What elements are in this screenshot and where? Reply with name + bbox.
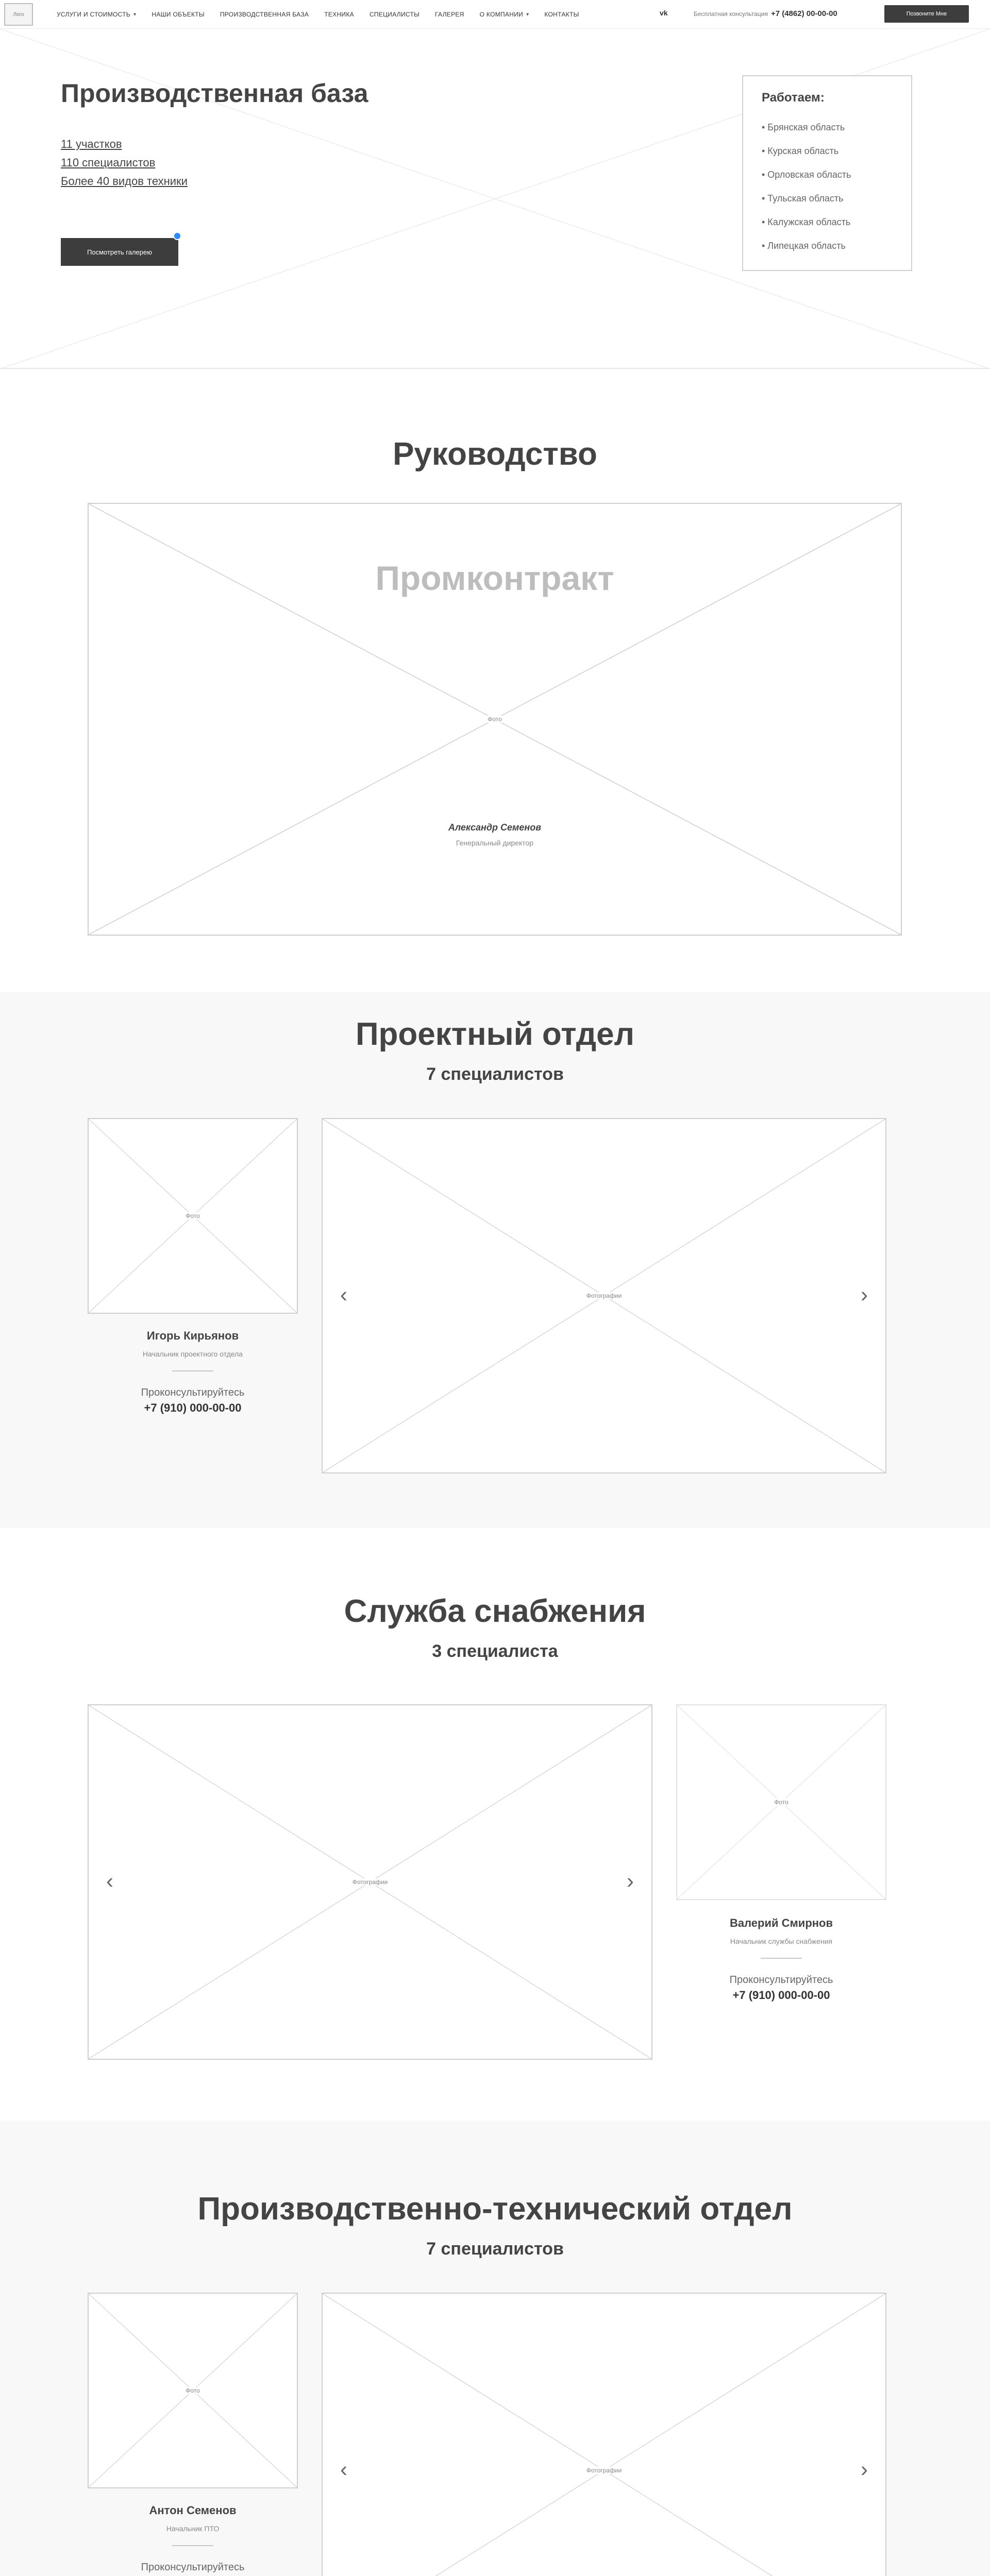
call-me-button[interactable]: Позвоните Мне [884,5,969,23]
chevron-down-icon: ▾ [133,11,137,18]
person-photo: Фото [88,1118,298,1314]
person-name: Александр Семенов [448,822,542,833]
main-nav [57,0,579,29]
view-gallery-button[interactable]: Посмотреть галерею [61,238,178,266]
region-item: • Курская область [762,146,839,156]
nav-services[interactable]: УСЛУГИ И СТОИМОСТЬ ▾ [57,11,137,18]
nav-gallery[interactable]: ГАЛЕРЕЯ [435,11,464,18]
divider [761,1958,802,1959]
company-brand: Промконтракт [375,559,614,597]
region-item: • Калужская область [762,217,851,227]
leadership-photo [88,503,902,936]
chevron-right-icon[interactable]: › [861,1282,868,1307]
person-name: Антон Семенов [149,2504,237,2517]
person-role: Начальник службы снабжения [730,1937,833,1945]
vk-icon[interactable]: vk [660,9,668,17]
region-item: • Липецкая область [762,241,846,251]
nav-contacts[interactable]: КОНТАКТЫ [544,11,579,18]
regions-title: Работаем: [762,91,825,105]
site-header [0,0,990,29]
supply-title: Служба снабжения [344,1594,646,1629]
supply-count: 3 специалиста [432,1641,558,1661]
person-photo: Фото [88,2293,298,2488]
project-dept-count: 7 специалистов [426,1064,564,1084]
person-photo: Фото [676,1704,886,1900]
stat-sites-link[interactable]: 11 участков [61,138,122,150]
stat-specialists-link[interactable]: 110 специалистов [61,156,156,169]
chevron-left-icon[interactable]: ‹ [340,2457,347,2481]
project-dept-section [0,992,990,1528]
person-role: Начальник ПТО [166,2524,220,2533]
hero-stats [61,135,188,191]
chevron-right-icon[interactable]: › [861,2457,868,2481]
divider [172,2545,213,2546]
chevron-left-icon[interactable]: ‹ [340,1282,347,1307]
person-name: Игорь Кирьянов [146,1329,239,1342]
nav-objects[interactable]: НАШИ ОБЪЕКТЫ [152,11,205,18]
consult-note: Проконсультируйтесь [141,2562,245,2573]
person-phone[interactable]: +7 (910) 000-00-00 [732,1989,830,2002]
consult-note: Проконсультируйтесь [141,1387,245,1398]
nav-production-base[interactable]: ПРОИЗВОДСТВЕННАЯ БАЗА [220,11,309,18]
photo-gallery-slider: Фотографии ‹ › [322,1118,886,1473]
person-phone[interactable]: +7 (910) 000-00-00 [144,1401,242,1414]
notification-dot [173,232,181,240]
photo-gallery-slider: Фотографии ‹ › [322,2293,886,2576]
page-title: Производственная база [61,79,368,108]
photo-label: Фото [485,716,504,723]
regions-box [742,75,912,271]
stat-equipment-link[interactable]: Более 40 видов техники [61,175,188,188]
nav-equipment[interactable]: ТЕХНИКА [324,11,354,18]
region-item: • Брянская область [762,122,845,132]
divider [172,1370,213,1371]
ptd-section [0,2121,990,2576]
phone-number[interactable]: +7 (4862) 00-00-00 [770,9,837,18]
leadership-section [0,369,990,992]
region-item: • Орловская область [762,170,851,180]
project-dept-title: Проектный отдел [355,1016,635,1052]
ptd-title: Производственно-технический отдел [197,2191,793,2227]
header-phone: Бесплатная консультация +7 (4862) 00-00-00 [694,9,837,18]
header-logo[interactable]: Лого [4,3,33,26]
person-name: Валерий Смирнов [729,1917,833,1929]
consult-note: Проконсультируйтесь [729,1974,833,1986]
person-role: Начальник проектного отдела [142,1350,243,1358]
photo-gallery-slider: Фотографии ‹ › [88,1704,652,2060]
ptd-count: 7 специалистов [426,2239,564,2259]
region-item: • Тульская область [762,193,844,204]
chevron-right-icon[interactable]: › [627,1869,634,1893]
nav-about[interactable]: О КОМПАНИИ ▾ [479,11,529,18]
chevron-left-icon[interactable]: ‹ [106,1869,113,1893]
supply-section [0,1528,990,2121]
chevron-down-icon: ▾ [526,11,529,18]
leadership-title: Руководство [393,436,597,472]
nav-specialists[interactable]: СПЕЦИАЛИСТЫ [369,11,420,18]
person-role: Генеральный директор [456,839,534,847]
hero-section [0,29,990,369]
